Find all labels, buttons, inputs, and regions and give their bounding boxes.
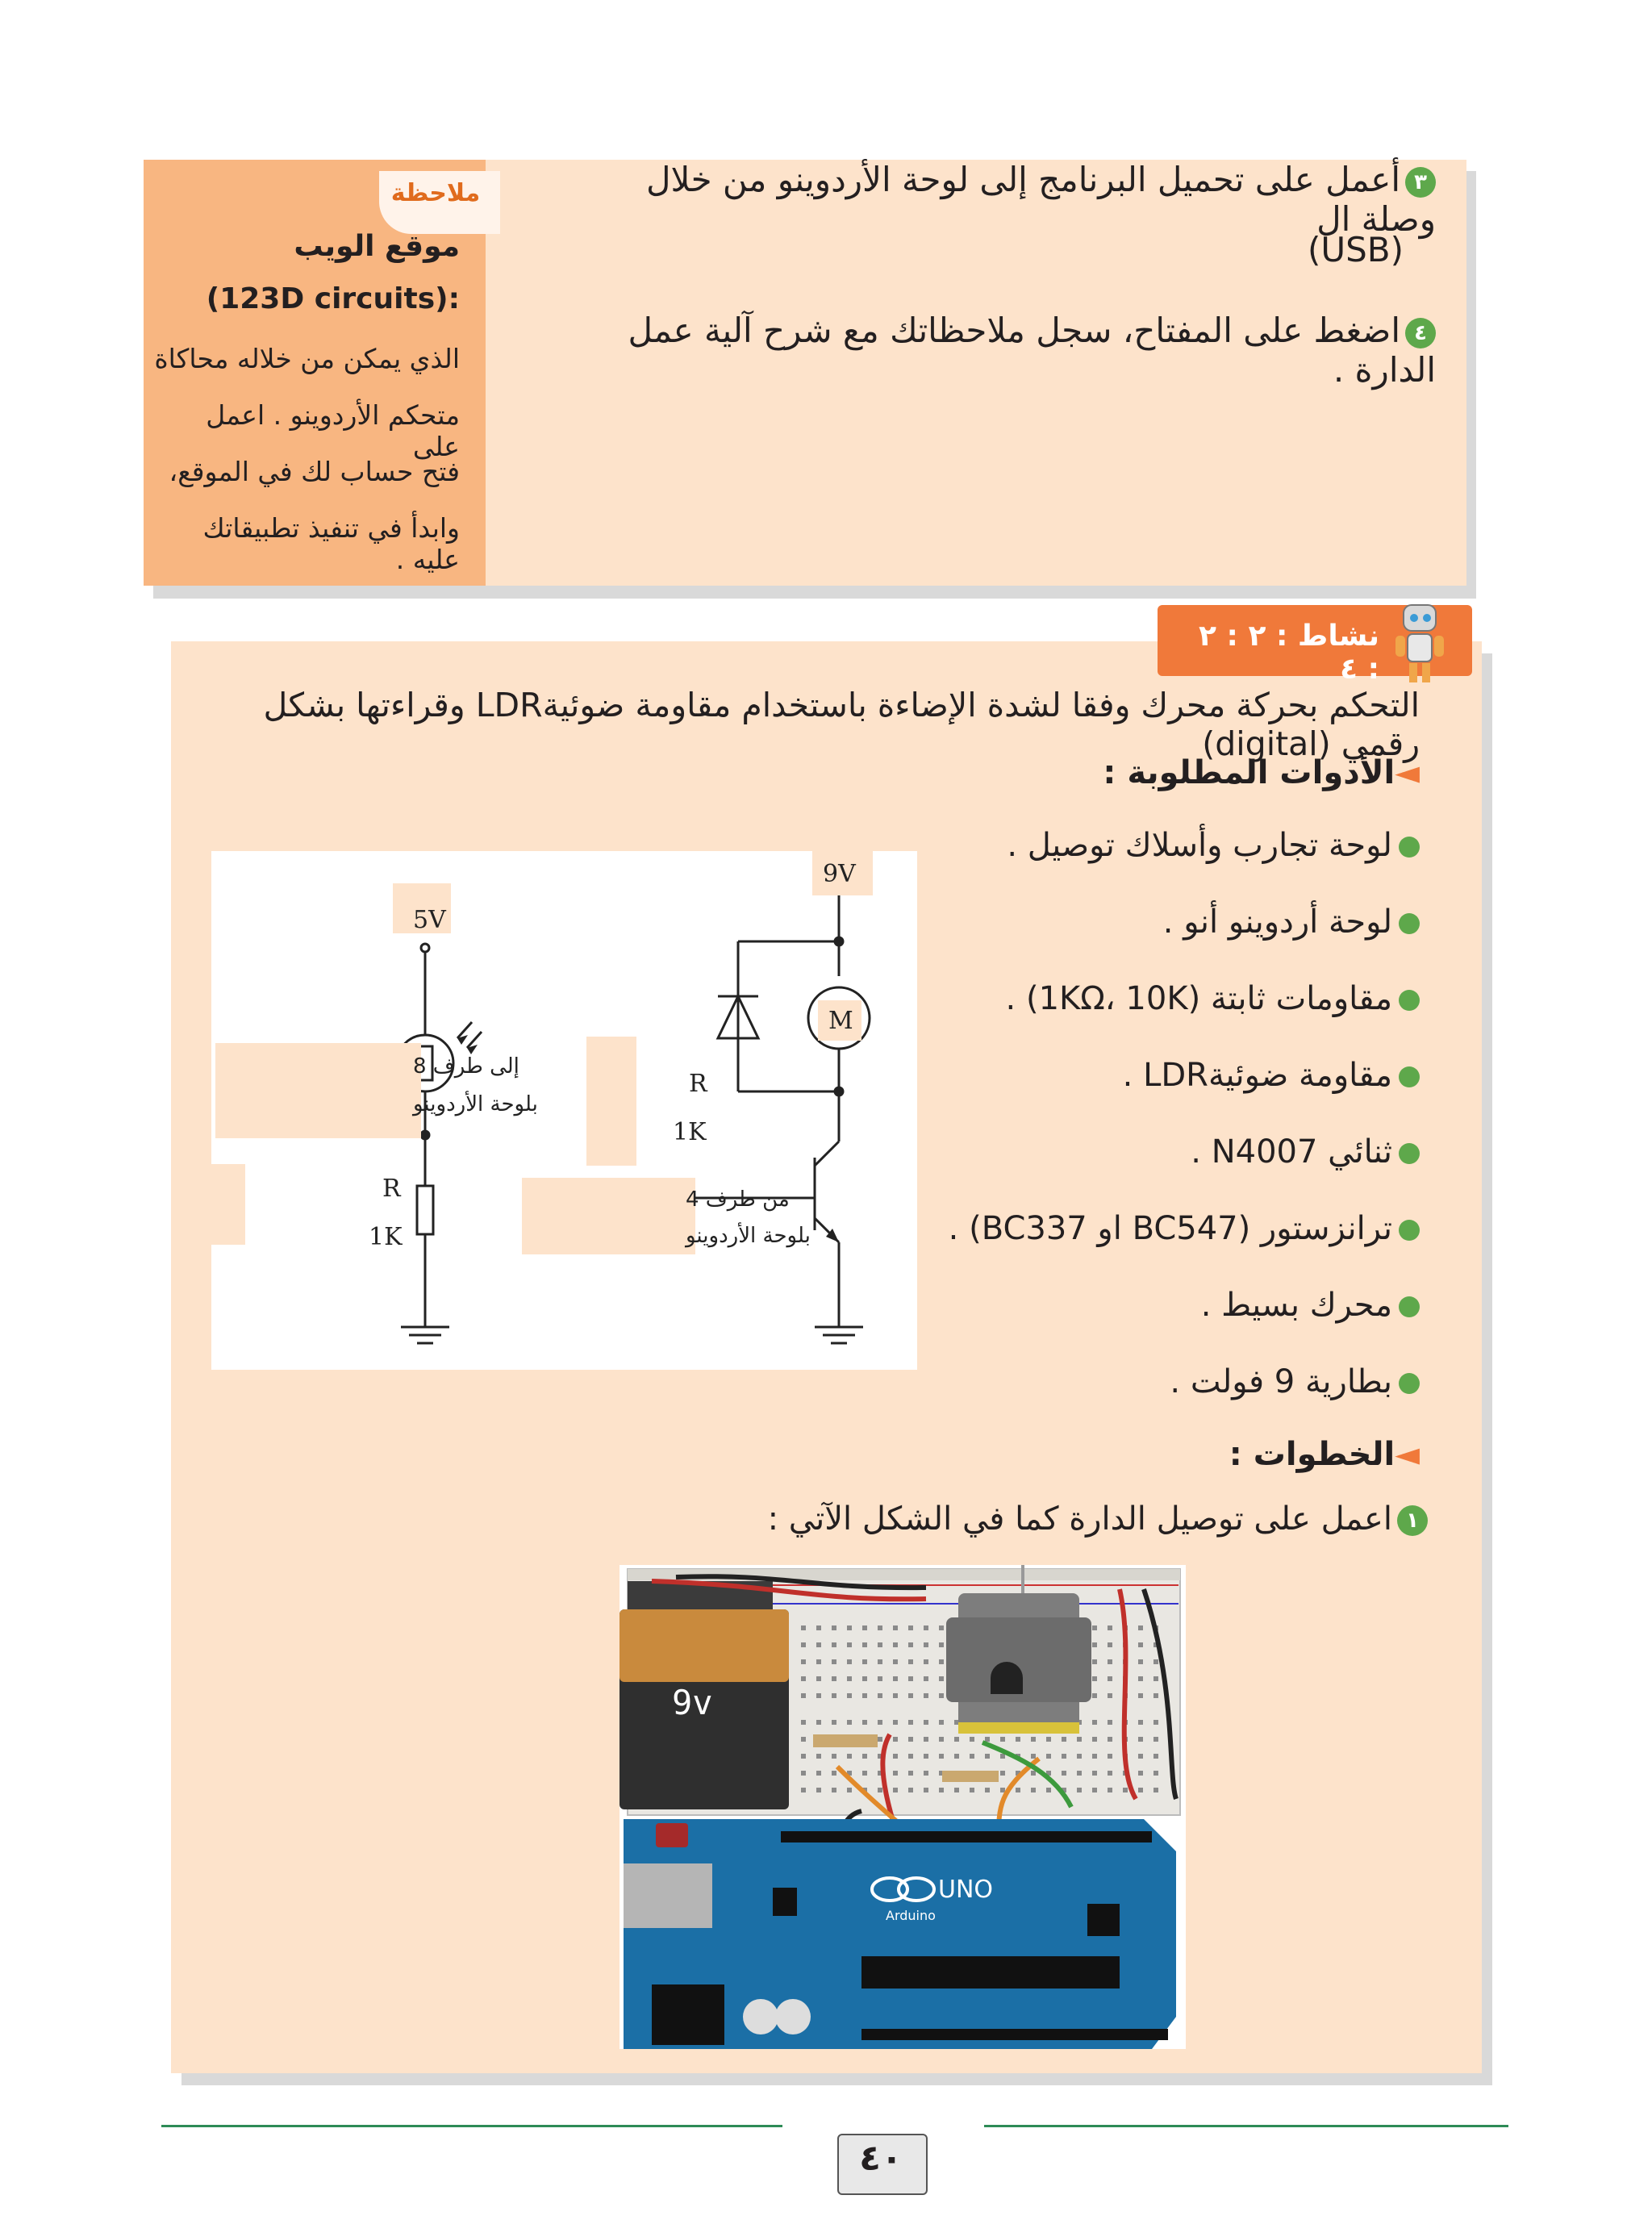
footer-line-left xyxy=(161,2125,782,2127)
step-number: ١ xyxy=(1397,1505,1428,1536)
note-subheading: :(123D circuits) xyxy=(206,282,460,315)
note-line: متحكم الأردوينو . اعمل على xyxy=(206,399,460,462)
label-r-right: R xyxy=(689,1070,707,1098)
label-pin8-line2: بلوحة الأردوينو xyxy=(413,1092,538,1116)
uno-logo-text: UNO xyxy=(938,1876,994,1904)
battery-label: 9v xyxy=(672,1683,713,1722)
steps-heading xyxy=(887,1436,1420,1473)
label-pin4-line1: من طرف 4 xyxy=(686,1187,790,1212)
bullet-icon xyxy=(1399,1220,1420,1241)
bullet-icon xyxy=(1399,1143,1420,1164)
tool-text: لوحة تجارب وأسلاك توصيل . xyxy=(1007,827,1392,864)
label-pin4-line2: بلوحة الأردوينو xyxy=(686,1224,811,1248)
label-1k-right: 1K xyxy=(673,1118,707,1146)
step-3-text: أعمل على تحميل البرنامج إلى لوحة الأردوينو من خلال وصلة ال xyxy=(646,160,1436,239)
circuit-diagram xyxy=(211,851,917,1370)
tool-item xyxy=(887,980,1420,1017)
note-title: ملاحظة xyxy=(390,179,481,207)
note-heading: موقع الويب xyxy=(294,230,460,263)
label-r-left: R xyxy=(382,1175,401,1203)
note-line: وابدأ في تنفيذ تطبيقاتك عليه . xyxy=(202,512,460,575)
step-number: ٣ xyxy=(1405,167,1436,198)
tool-item xyxy=(887,1057,1420,1094)
step-3-continued: (USB) xyxy=(1308,230,1404,269)
footer-line-right xyxy=(984,2125,1508,2127)
note-line: الذي يمكن من خلاله محاكاة xyxy=(154,343,460,374)
tool-text: لوحة أردوينو أنو . xyxy=(1162,904,1392,941)
note-line: فتح حساب لك في الموقع، xyxy=(169,456,460,487)
bullet-icon xyxy=(1399,837,1420,858)
activity-step-1 xyxy=(726,1500,1428,1538)
tools-heading xyxy=(887,754,1420,791)
step-4-text: اضغط على المفتاح، سجل ملاحظاتك مع شرح آلية عمل الدارة . xyxy=(628,311,1436,390)
tool-text: مقاومات ثابتة (1KΩ، 10K) . xyxy=(1005,980,1392,1017)
tool-item xyxy=(887,827,1420,864)
label-9v: 9V xyxy=(823,860,856,888)
activity-tab-label: نشاط : ٢ : ٢ : ٤ xyxy=(1199,620,1379,686)
arrow-icon: ◄ xyxy=(1395,1436,1420,1473)
step-4 xyxy=(565,311,1436,390)
activity-step-1-text: اعمل على توصيل الدارة كما في الشكل الآتي : xyxy=(767,1500,1392,1538)
arrow-icon: ◄ xyxy=(1395,754,1420,791)
tool-item xyxy=(887,1363,1420,1400)
tool-item xyxy=(887,1210,1420,1247)
page-number: ٤٠ xyxy=(859,2138,903,2179)
tool-text: بطارية 9 فولت . xyxy=(1170,1363,1392,1400)
tool-text: محرك بسيط . xyxy=(1200,1287,1392,1324)
tool-item xyxy=(887,1133,1420,1171)
label-5v: 5V xyxy=(413,906,446,934)
robot-icon xyxy=(1391,599,1448,687)
tool-item xyxy=(887,904,1420,941)
arduino-logo-text: Arduino xyxy=(886,1908,936,1923)
label-1k-left: 1K xyxy=(369,1223,403,1251)
bullet-icon xyxy=(1399,1373,1420,1394)
tool-text: مقاومة ضوئيةLDR . xyxy=(1122,1057,1392,1094)
steps-heading-text: الخطوات : xyxy=(1229,1436,1395,1473)
step-3 xyxy=(565,160,1436,239)
tool-text: ترانزستور (BC547 او BC337) . xyxy=(948,1210,1392,1247)
tools-heading-text: الأدوات المطلوبة : xyxy=(1103,754,1395,791)
label-motor: M xyxy=(828,1007,853,1035)
activity-intro: التحكم بحركة محرك وفقا لشدة الإضاءة باستخدام مقاومة ضوئيةLDR وقراءتها بشكل رقمي (digital) xyxy=(263,686,1420,763)
step-number: ٤ xyxy=(1405,318,1436,348)
tool-text: ثنائي N4007 . xyxy=(1191,1133,1392,1171)
bullet-icon xyxy=(1399,1066,1420,1087)
label-pin8-line1: إلى طرف 8 xyxy=(413,1054,519,1079)
bullet-icon xyxy=(1399,990,1420,1011)
bullet-icon xyxy=(1399,913,1420,934)
arduino-breadboard-photo xyxy=(620,1565,1186,2049)
tool-item xyxy=(887,1287,1420,1324)
bullet-icon xyxy=(1399,1296,1420,1317)
